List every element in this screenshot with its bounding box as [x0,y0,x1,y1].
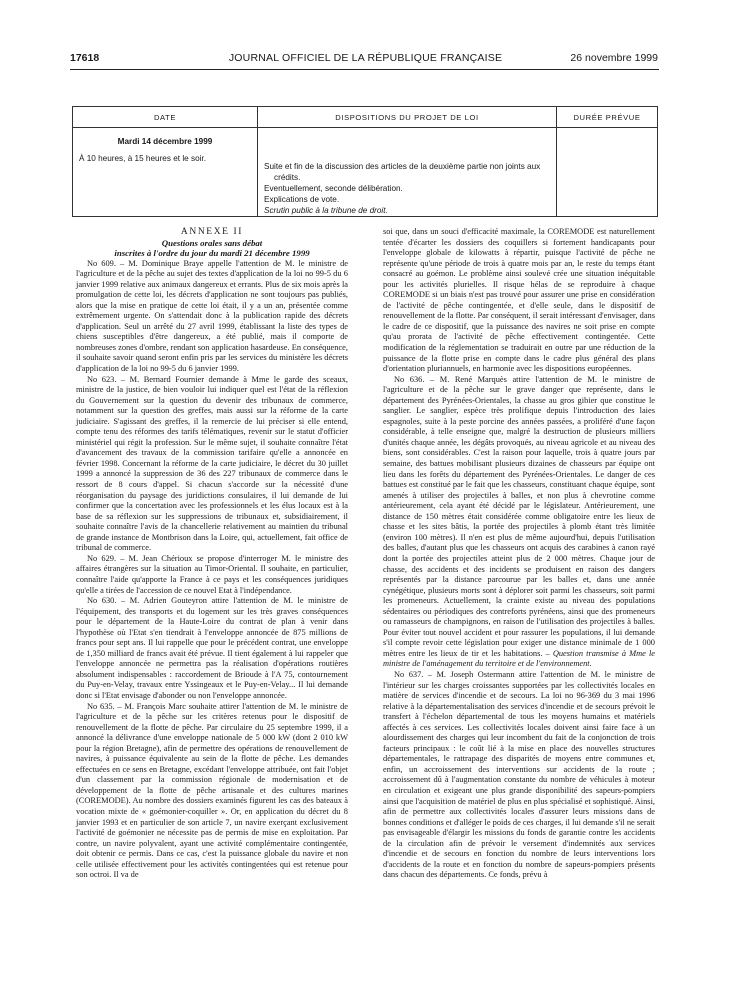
disposition-line: Eventuellement, seconde délibération. [264,184,403,193]
question-623: No 623. – M. Bernard Fournier demande à Mme le garde des sceaux, ministre de la justice, de bien vouloir lui indiquer quel est l'état de la réflexion du Gouvernement sur la question du devenir des tribunaux de commerce, notamment sur la question des greffes, mais aussi sur la réforme de la carte judiciaire. S'agissant des greffes, il la remercie de lui préciser si elle entend, compte tenu des réformes des tarifs télématiques, revenir sur le statut d'officier ministériel qui régit la profession. Sur le même sujet, il souhaite connaître l'état d'avancement des travaux de la commission tarifaire qu'elle a annoncée en février 1998. Concernant la réforme de la carte judiciaire, le décret du 30 juillet 1999 a annoncé la suppression de 36 des 227 tribunaux de commerce dans le ressort de 8 cours d'appel. Si chacun s'accorde sur la nécessité d'une réorganisation du paysage des juridictions consulaires, il lui demande de lui confirmer que la concertation avec les professionnels et les élus locaux est à la base de sa réflexion sur les suppressions de tribunaux et, subsidiairement, il souhaite connaître l'avis de la chancellerie relativement au maintien du tribunal de grande instance de Montbrison dans la Loire, qui, actuellement, fait office de tribunal de commerce. [76,374,348,553]
col-header-duree: DURÉE PRÉVUE [557,107,658,128]
agenda-duree-cell [557,128,658,217]
col-header-dispositions: DISPOSITIONS DU PROJET DE LOI [258,107,557,128]
disposition-line: Explications de vote. [264,195,340,204]
running-header [0,52,731,68]
question-635-continued: soi que, dans un souci d'efficacité maximale, la COREMODE est naturellement tentée d'écarter les dossiers des coquillers si fortement handicapants pour l'enveloppe globale de kilowatts à répartir, puisque l'activité de pêche ne représente qu'une période de trois à quatre mois par an, le reste du temps étant consacré au goémon. Le problème ainsi soulevé crée une situation inéquitable pour les activités plurielles. Il risque hélas de se reproduire à chaque COREMODE si un biais n'est pas trouvé pour assurer une prise en considération de l'activité de pêche contingentée, et d'elle seule, dans le dispositif de renouvellement de la flotte. Par conséquent, il serait intéressant d'envisager, dans le cadre de ce dispositif, que la puissance des navires ne soit prise en compte qu'au prorata de l'activité de pêche effectivement contingentée. Cette modification de la réglementation se traduirait en outre par une réduction de la puissance de la flotte prise en compte dans le cadre plus général des plans d'orientation pluriannuels, en harmonie avec les dispositions européennes. [383,227,655,374]
question-629: No 629. – M. Jean Chérioux se propose d'interroger M. le ministre des affaires étrangères sur la situation au Timor-Oriental. Il souhaite, en particulier, connaître l'aide qu'apporte la France à ce pays et les conséquences juridiques qu'elle a tirées de l'accession de ce nouvel Etat à l'indépendance. [76,553,348,595]
annexe-subtitle: Questions orales sans débat inscrites à l'ordre du jour du mardi 21 décembre 1999 [114,237,310,259]
right-column [383,227,655,881]
agenda-dispositions-cell [258,128,557,217]
agenda-date-cell [73,128,258,217]
question-636-transmission: Question transmise à Mme le ministre de l'aménagement du territoire et de l'environnement. [383,648,655,669]
issue-date: 26 novembre 1999 [570,52,658,64]
question-609: No 609. – M. Dominique Braye appelle l'attention de M. le ministre de l'agriculture et de la pêche au sujet des textes d'application de la loi no 99-5 du 6 janvier 1999 relative aux animaux dangereux et errants. Plus de six mois après la promulgation de cette loi, les décrets d'application ne sont toujours pas publiés, alors que la mise en pratique de cette loi était, il y a un an, présentée comme extrêmement urgente. On s'attendait donc à la publication rapide des décrets d'application. Seul un arrêté du 27 avril 1999, établissant la liste des types de chiens susceptibles d'être dangereux, a été publié, mais il comporte de nombreuses zones d'ombre, rendant son application hasardeuse. En conséquence, il souhaite savoir quand seront enfin pris par les services du ministère les décrets d'application de la loi no 99-5 du 6 janvier 1999. [76,258,348,374]
disposition-line: Scrutin public à la tribune de droit. [264,206,388,215]
question-636: No 636. – M. René Marquès attire l'attention de M. le ministre de l'agriculture et de la pêche sur le grave danger que représente, dans le département des Pyrénées-Orientales, la chasse au gros gibier que constitue le sanglier. Le sanglier, espèce très prolifique depuis l'introduction des laies espagnoles, suite à la peste porcine des années passées, a proliféré d'une façon considérable, à telle enseigne que, malgré la destruction de plusieurs milliers d'unités chaque année, les dégâts provoqués, au niveau agricole et au niveau des biens, sont considérables. C'est la raison pour laquelle, trois à quatre jours par semaine, des battues mobilisant plusieurs dizaines de chasseurs par équipe ont lieu dans les forêts du département des Pyrénées-Orientales. Le danger de ces battues est constitué par le fait que les chasseurs, constituant chaque équipe, sont amenés à utiliser des projectiles à balles, et non plus à chevrotine comme antérieurement, cela ayant été décidé par le législateur. Antérieurement, une distance de 150 mètres était considérée comme obligatoire entre les lieux de chasse et les sites bâtis, la portée des projectiles à plomb étant très limitée (environ 100 mètres). Il n'en est plus de même aujourd'hui, depuis l'utilisation des balles, d'autant plus que les chasseurs ont acquis des carabines à canon rayé dont la portée des projectiles atteint plus de 2 000 mètres. Chaque jour de chasse, des accidents et des incidents se produisent en raison des dangers représentés par la distance parcourue par les balles et, dans une année cynégétique, plusieurs morts sont à déplorer soit parmi les chasseurs, soit parmi les promeneurs. Actuellement, la crainte existe au niveau des populations sédentaires ou périodiques des contreforts pyrénéens, ainsi que des promeneurs ou ramasseurs de champignons, en raison de l'utilisation des projectiles à balles. Pour éviter tout nouvel accident et pour rassurer les populations, il lui demande s'il compte revoir cette législation pour exiger une distance minimale de 1 000 mètres entre les lieux de tir et les habitations. – Question transmise à Mme le ministre de l'aménagement du territoire et de l'environnement. [383,374,655,669]
question-637: No 637. – M. Joseph Ostermann attire l'attention de M. le ministre de l'intérieur sur les charges croissantes supportées par les collectivités locales en matière de services d'incendie et de secours. La loi no 96-369 du 3 mai 1996 relative à la départementalisation des services d'incendie et de secours prévoit le transfert à l'échelon départemental de tous les moyens humains et matériels affectés à ces services. Les collectivités locales doivent ainsi faire face à un alourdissement des charges qui leur incombent du fait de la conjonction de trois facteurs principaux : le coût lié à la mise en place des nouvelles structures départementales, le rattrapage des disparités de moyens entre communes et, enfin, un accroissement des interventions sur accidents de la route ; accroissement dû à l'augmentation constante du nombre de véhicules à moteur en circulation et exigeant une plus grande disponibilité des sapeurs-pompiers ainsi que l'acquisition de matériel de plus en plus spécialisé et sophistiqué. Ainsi, afin de permettre aux collectivités locales d'assurer leurs missions dans de bonnes conditions et d'alléger le poids de ces charges, il lui demande s'il ne serait pas envisageable d'élargir les missions du fonds de garantie contre les accidents de la circulation afin de prévoir le versement d'indemnités aux services d'incendie et de secours en fonction du nombre de leurs interventions lors d'accidents de la route et en fonction du nombre de sapeurs-pompiers présents dans chacun des départements. Ce fonds, prévu à [383,669,655,880]
agenda-hours: À 10 heures, à 15 heures et le soir. [79,154,206,163]
agenda-date: Mardi 14 décembre 1999 [117,137,213,146]
col-header-date: DATE [73,107,258,128]
page-number: 17618 [70,52,100,64]
disposition-line: crédits. [274,173,301,182]
question-630: No 630. – M. Adrien Gouteyron attire l'attention de M. le ministre de l'équipement, des transports et du logement sur les très graves conséquences pour le département de la Haute-Loire du contrat de plan à venir dans l'hypothèse où l'Etat s'en tiendrait à l'enveloppe annoncée de 875 millions de francs pour sept ans. Il lui rappelle que pour le précédent contrat, une enveloppe de 1,350 milliard de francs avait été prévue. Il tient également à lui rappeler que l'enveloppe annoncée ne permettra pas la réalisation d'opérations routières absolument indispensables : raccordement de Brioude à l'A 75, contournement du Puy-en-Velay, travaux entre Yssingeaux et le Puy-en-Velay... Il lui demande donc si l'Etat envisage d'abonder ou non l'enveloppe annoncée. [76,596,348,700]
agenda-row [73,128,658,217]
question-635: No 635. – M. François Marc souhaite attirer l'attention de M. le ministre de l'agriculture et de la pêche sur les critères retenus pour le dispositif de renouvellement de la flotte de pêche. Par circulaire du 25 septembre 1999, il a annoncé la délivrance d'une enveloppe nationale de 5 000 kW (dont 2 010 kW pour la région Bretagne), afin de permettre des opérations de renouvellement de navires, à puissance équivalente au sein de la flotte de pêche. Les demandes effectuées en ce sens en Bretagne, excédant l'enveloppe attribuée, ont fait l'objet d'un classement par la commission régionale de modernisation et de développement de la flotte de pêche artisanale et des cultures marines (COREMODE). Au nombre des dossiers examinés figurent les cas des bateaux à vocation mixte de « goémonier-coquiller ». Or, en application du décret du 8 janvier 1993 et en particulier de son article 7, un navire exerçant exclusivement l'activité de goémonier ne nécessite pas de permis de mise en exploitation. Par contre, un navire polyvalent, ayant une activité complémentaire contingentée, doit obtenir ce permis. Dans ce cas, c'est la puissance globale du navire et non celle utilisée effectivement pour les activités contingentées qui est retenue pour son octroi. Il va de [76,701,348,880]
annexe-title: ANNEXE II [180,227,244,237]
agenda-header-row [73,107,658,128]
left-column [76,227,348,881]
header-rule [70,69,659,70]
journal-title: JOURNAL OFFICIEL DE LA RÉPUBLIQUE FRANÇAISE [228,52,503,64]
disposition-line: Suite et fin de la discussion des articles de la deuxième partie non joints aux [264,162,541,171]
agenda-table [72,106,658,217]
